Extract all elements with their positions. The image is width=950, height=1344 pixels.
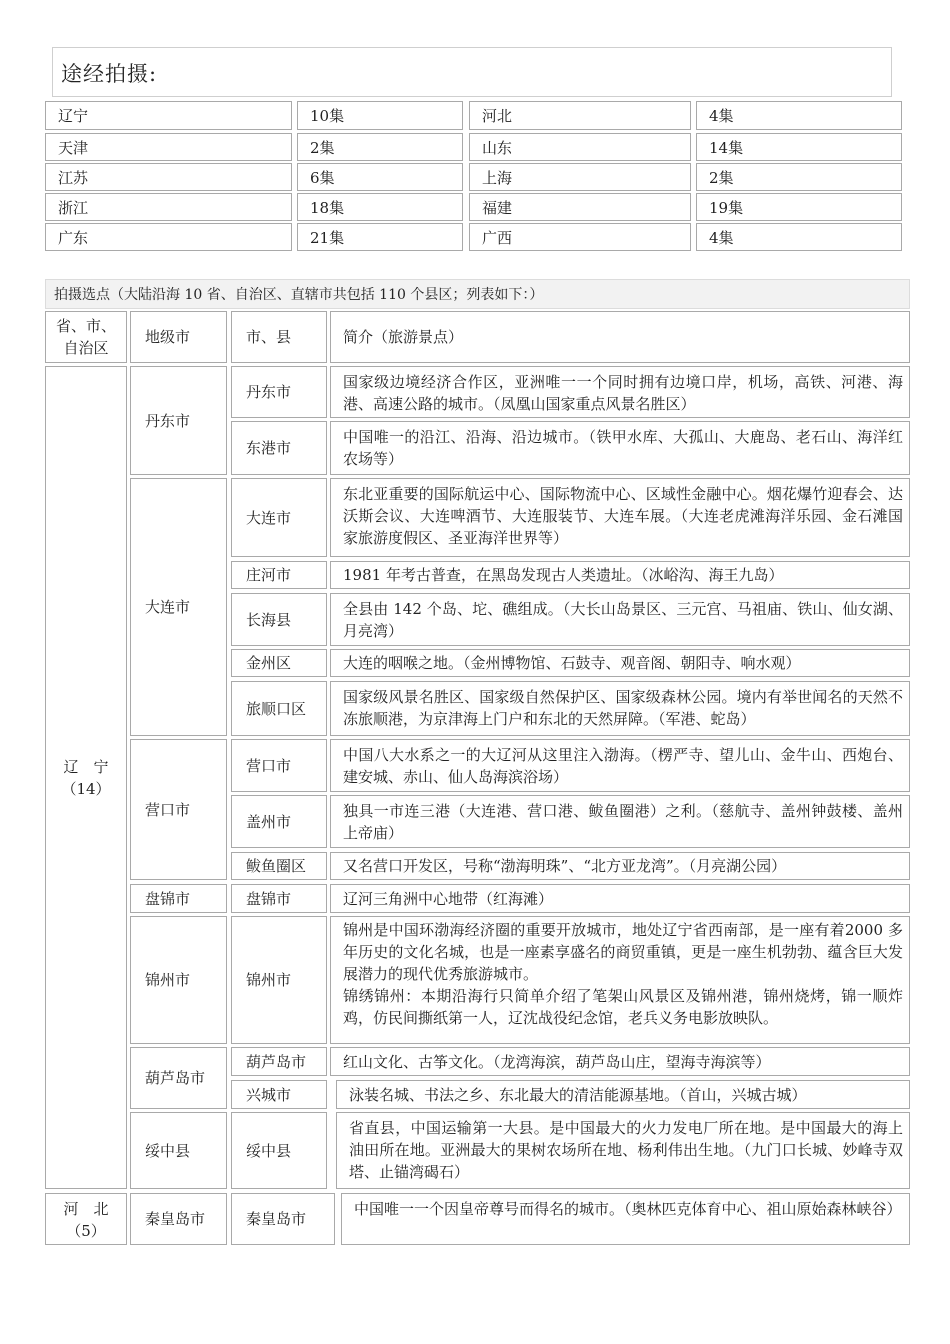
summary-episodes-cell: 2集: [696, 163, 902, 191]
table-caption: 拍摄选点（大陆沿海 10 省、自治区、直辖市共包括 110 个县区；列表如下：）: [45, 279, 910, 309]
county-cell: 葫芦岛市: [231, 1047, 327, 1076]
county-description: 全县由 142 个岛、坨、礁组成。（大长山岛景区、三元宫、马祖庙、铁山、仙女湖、月亮湾）: [330, 593, 910, 646]
county-description: 大连的咽喉之地。（金州博物馆、石鼓寺、观音阁、朝阳寺、响水观）: [330, 649, 910, 677]
county-description: 又名营口开发区，号称“渤海明珠”、“北方亚龙湾”。（月亮湖公园）: [330, 852, 910, 880]
summary-province-cell: 天津: [45, 133, 292, 161]
header-intro: 简介（旅游景点）: [330, 311, 910, 363]
prefecture-cell: 绥中县: [130, 1112, 227, 1189]
summary-province-cell: 辽宁: [45, 101, 292, 130]
county-cell: 营口市: [231, 739, 327, 792]
province-cell: [45, 1193, 127, 1245]
prefecture-cell: 秦皇岛市: [130, 1193, 227, 1245]
summary-province-cell: 浙江: [45, 193, 292, 221]
county-description: 中国唯一一个因皇帝尊号而得名的城市。（奥林匹克体育中心、祖山原始森林峡谷）: [341, 1193, 910, 1245]
summary-province-cell: 广西: [469, 223, 691, 251]
province-count: （14）: [61, 779, 111, 798]
summary-episodes-cell: 21集: [297, 223, 463, 251]
county-cell: 盖州市: [231, 795, 327, 848]
county-description: 红山文化、古筝文化。（龙湾海滨，葫芦岛山庄，望海寺海滨等）: [330, 1047, 910, 1076]
county-cell: 长海县: [231, 593, 327, 646]
prefecture-cell: 丹东市: [130, 366, 227, 475]
county-description: 泳装名城、书法之乡、东北最大的清洁能源基地。（首山，兴城古城）: [336, 1080, 910, 1109]
county-cell: 大连市: [231, 478, 327, 557]
county-description: 东北亚重要的国际航运中心、国际物流中心、区域性金融中心。烟花爆竹迎春会、达沃斯会议、大连啤酒节、大连服装节、大连车展。（大连老虎滩海洋乐园、金石滩国家旅游度假区、圣亚海洋世界等）: [330, 478, 910, 557]
county-cell: 金州区: [231, 649, 327, 677]
county-cell: 锦州市: [231, 916, 327, 1044]
province-name: 河 北: [63, 1200, 109, 1218]
county-cell: 绥中县: [231, 1112, 327, 1189]
summary-province-cell: 山东: [469, 133, 691, 161]
header-county: 市、县: [231, 311, 327, 363]
province-count: （5）: [66, 1222, 106, 1240]
county-cell: 秦皇岛市: [231, 1193, 335, 1245]
prefecture-cell: 葫芦岛市: [130, 1047, 227, 1109]
header-province-line1: 省、市、: [55, 317, 116, 335]
summary-episodes-cell: 10集: [297, 101, 463, 130]
prefecture-cell: 营口市: [130, 739, 227, 880]
summary-province-cell: 上海: [469, 163, 691, 191]
header-prefecture: 地级市: [130, 311, 227, 363]
county-description: 1981 年考古普查，在黑岛发现古人类遗址。（冰峪沟、海王九岛）: [330, 561, 910, 589]
county-description: 省直县，中国运输第一大县。是中国最大的火力发电厂所在地。是中国最大的海上油田所在地。亚洲最大的果树农场所在地、杨利伟出生地。（九门口长城、妙峰寺双塔、止锚湾碣石）: [336, 1112, 910, 1189]
summary-episodes-cell: 19集: [696, 193, 902, 221]
prefecture-cell: 锦州市: [130, 916, 227, 1044]
summary-episodes-cell: 6集: [297, 163, 463, 191]
county-cell: 鲅鱼圈区: [231, 852, 327, 880]
county-description-main: 锦州是中国环渤海经济圈的重要开放城市，地处辽宁省西南部，是一座有着2000 多年历史的文化名城，也是一座素享盛名的商贸重镇，更是一座生机勃勃、蕴含巨大发展潜力的现代优秀旅游城市。: [343, 921, 903, 983]
province-text: [61, 756, 110, 800]
county-description: 国家级风景名胜区、国家级自然保护区、国家级森林公园。境内有举世闻名的天然不冻旅顺港，为京津海上门户和东北的天然屏障。（军港、蛇岛）: [330, 681, 910, 736]
county-cell: 盘锦市: [231, 884, 327, 913]
summary-episodes-cell: 2集: [297, 133, 463, 161]
summary-province-cell: 福建: [469, 193, 691, 221]
county-description: 中国八大水系之一的大辽河从这里注入渤海。（楞严寺、望儿山、金牛山、西炮台、建安城、赤山、仙人岛海滨浴场）: [330, 739, 910, 792]
prefecture-cell: 盘锦市: [130, 884, 227, 913]
summary-province-cell: 河北: [469, 101, 691, 130]
county-description-extra: 锦绣锦州：本期沿海行只简单介绍了笔架山风景区及锦州港，锦州烧烤，锦一顺炸鸡，仿民间撕纸第一人，辽沈战役纪念馆，老兵义务电影放映队。: [343, 987, 903, 1027]
county-description: 国家级边境经济合作区，亚洲唯一一个同时拥有边境口岸，机场，高铁、河港、海港、高速公路的城市。（凤凰山国家重点风景名胜区）: [330, 366, 910, 418]
county-cell: 兴城市: [231, 1080, 327, 1109]
summary-episodes-cell: 18集: [297, 193, 463, 221]
prefecture-cell: 大连市: [130, 478, 227, 736]
summary-province-cell: 江苏: [45, 163, 292, 191]
county-description: 中国唯一的沿江、沿海、沿边城市。（铁甲水库、大孤山、大鹿岛、老石山、海洋红农场等）: [330, 421, 910, 475]
province-cell: [45, 366, 127, 1189]
county-cell: 庄河市: [231, 561, 327, 589]
summary-episodes-cell: 4集: [696, 223, 902, 251]
province-name: 辽 宁: [63, 757, 109, 776]
county-cell: 旅顺口区: [231, 681, 327, 736]
county-description: 独具一市连三港（大连港、营口港、鲅鱼圈港）之利。（慈航寺、盖州钟鼓楼、盖州上帝庙）: [330, 795, 910, 848]
section-title-box: [52, 47, 892, 97]
header-province-line2: 自治区: [63, 339, 109, 357]
summary-episodes-cell: 14集: [696, 133, 902, 161]
summary-province-cell: 广东: [45, 223, 292, 251]
county-description: [330, 916, 910, 1044]
header-province: [45, 311, 127, 363]
county-cell: 丹东市: [231, 366, 327, 418]
county-description: 辽河三角洲中心地带（红海滩）: [330, 884, 910, 913]
county-cell: 东港市: [231, 421, 327, 475]
header-province-text: [56, 315, 116, 359]
section-title: 途经拍摄:: [61, 62, 158, 86]
summary-episodes-cell: 4集: [696, 101, 902, 130]
